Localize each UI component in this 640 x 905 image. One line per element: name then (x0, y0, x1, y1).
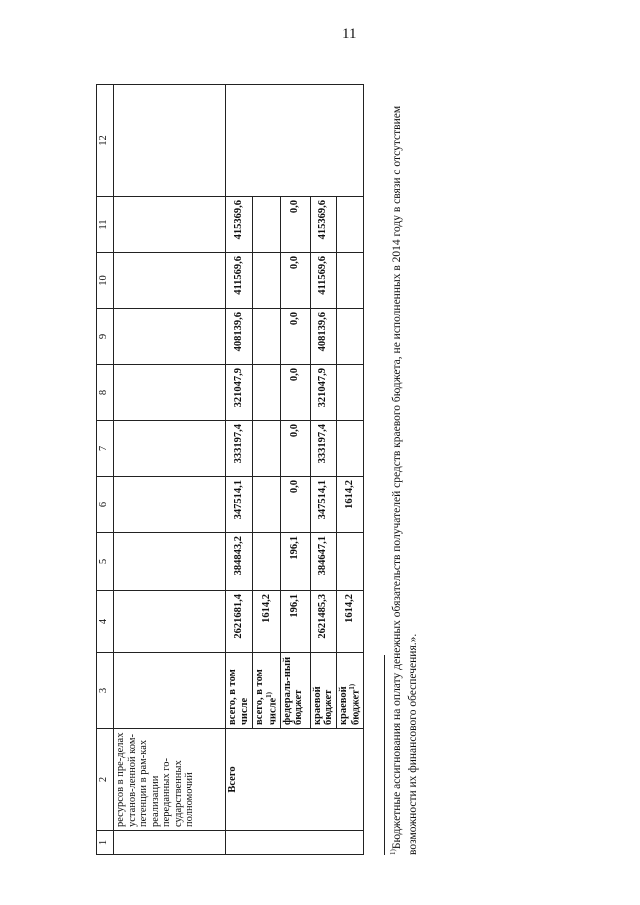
footnote-ref: 1) (348, 683, 357, 690)
value-cell: 408139,6 (310, 309, 336, 365)
value-cell (253, 309, 281, 365)
value-cell: 1614,2 (253, 591, 281, 653)
value-cell: 411569,6 (226, 253, 253, 309)
value-cell: 2621681,4 (226, 591, 253, 653)
value-cell (253, 365, 281, 421)
header-cell: 9 (97, 309, 114, 365)
row-label: всего, в том числе (226, 653, 253, 729)
value-cell: 196,1 (280, 591, 310, 653)
header-cell: 4 (97, 591, 114, 653)
header-cell: 12 (97, 85, 114, 197)
header-cell: 7 (97, 421, 114, 477)
footnote (384, 95, 421, 855)
value-cell (336, 309, 364, 365)
row-label: всего, в том числе (254, 669, 279, 725)
header-cell: 5 (97, 533, 114, 591)
value-cell: 0,0 (280, 477, 310, 533)
header-cell: 8 (97, 365, 114, 421)
value-cell: 384647,1 (310, 533, 336, 591)
value-cell: 0,0 (280, 309, 310, 365)
value-cell (253, 533, 281, 591)
header-cell: 3 (97, 653, 114, 729)
header-row (97, 85, 114, 855)
value-cell: 384843,2 (226, 533, 253, 591)
value-cell: 415369,6 (310, 197, 336, 253)
value-cell: 1614,2 (336, 477, 364, 533)
value-cell (253, 197, 281, 253)
table-row (114, 85, 226, 855)
value-cell: 1614,2 (336, 591, 364, 653)
rotated-page-content (96, 85, 419, 855)
value-cell: 333197,4 (226, 421, 253, 477)
row-label: краевой бюджет (310, 653, 336, 729)
value-cell (253, 477, 281, 533)
value-cell (336, 197, 364, 253)
value-cell: 333197,4 (310, 421, 336, 477)
page-number: 11 (342, 26, 357, 42)
value-cell: 0,0 (280, 197, 310, 253)
header-cell: 11 (97, 197, 114, 253)
value-cell: 196,1 (280, 533, 310, 591)
value-cell (336, 253, 364, 309)
description-cell: ресурсов в пре-делах установ-ленной ком-петенции в рам-ках реализации переданных го-сударственных полномочий (114, 729, 226, 831)
header-cell: 1 (97, 831, 114, 855)
footnote-text: Бюджетные ассигнования на оплату денежных обязательств получателей средств краевого бюджета, не исполненных в 2014 году в связи с отсутствием возможности их финансового обеспечения.». (391, 105, 419, 855)
value-cell (336, 421, 364, 477)
header-cell: 10 (97, 253, 114, 309)
value-cell: 411569,6 (310, 253, 336, 309)
value-cell: 0,0 (280, 253, 310, 309)
footnote-ref: 1) (264, 691, 273, 698)
value-cell: 0,0 (280, 421, 310, 477)
value-cell: 2621485,3 (310, 591, 336, 653)
value-cell (336, 365, 364, 421)
table-row (226, 85, 253, 855)
value-cell: 408139,6 (226, 309, 253, 365)
value-cell (253, 253, 281, 309)
footnote-marker: 1) (389, 849, 398, 855)
budget-table (96, 84, 364, 855)
header-cell: 6 (97, 477, 114, 533)
value-cell: 321047,9 (226, 365, 253, 421)
header-cell: 2 (97, 729, 114, 831)
value-cell (336, 533, 364, 591)
value-cell (253, 421, 281, 477)
row-label: краевой бюджет (337, 686, 362, 725)
value-cell: 347514,1 (226, 477, 253, 533)
row-label: федераль-ный бюджет (280, 653, 310, 729)
footnote-divider (384, 655, 385, 855)
value-cell: 415369,6 (226, 197, 253, 253)
value-cell: 0,0 (280, 365, 310, 421)
value-cell: 321047,9 (310, 365, 336, 421)
total-label: Всего (226, 729, 364, 831)
value-cell: 347514,1 (310, 477, 336, 533)
